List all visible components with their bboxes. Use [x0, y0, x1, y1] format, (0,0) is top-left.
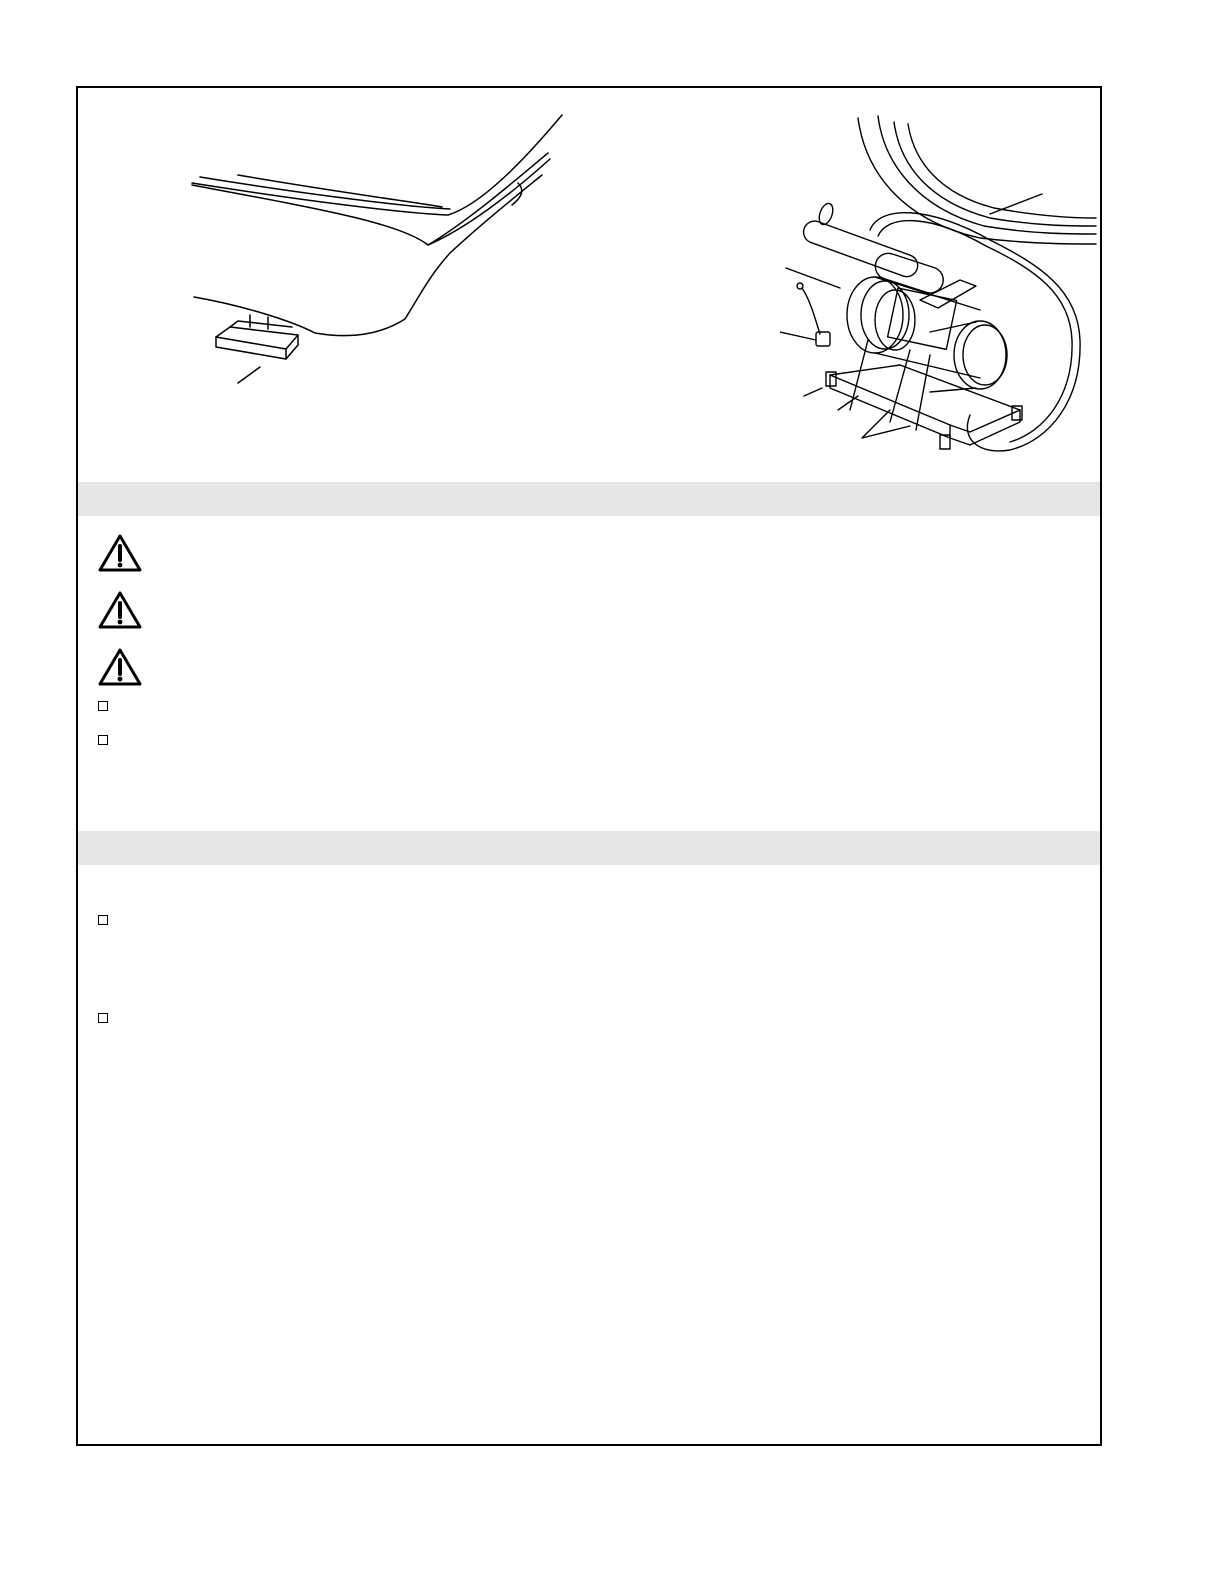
checkbox-icon[interactable]: [98, 1013, 108, 1023]
section-header-bar: [78, 482, 1100, 516]
warning-triangle-icon: [97, 647, 143, 687]
tub-foot-illustration: [180, 105, 580, 395]
warning-triangle-icon: [97, 590, 143, 630]
pump-assembly-illustration: [780, 110, 1098, 460]
warning-triangle-icon: [97, 533, 143, 573]
checkbox-icon[interactable]: [98, 735, 108, 745]
checkbox-icon[interactable]: [98, 915, 108, 925]
section-header-bar: [78, 831, 1100, 865]
checkbox-icon[interactable]: [98, 701, 108, 711]
